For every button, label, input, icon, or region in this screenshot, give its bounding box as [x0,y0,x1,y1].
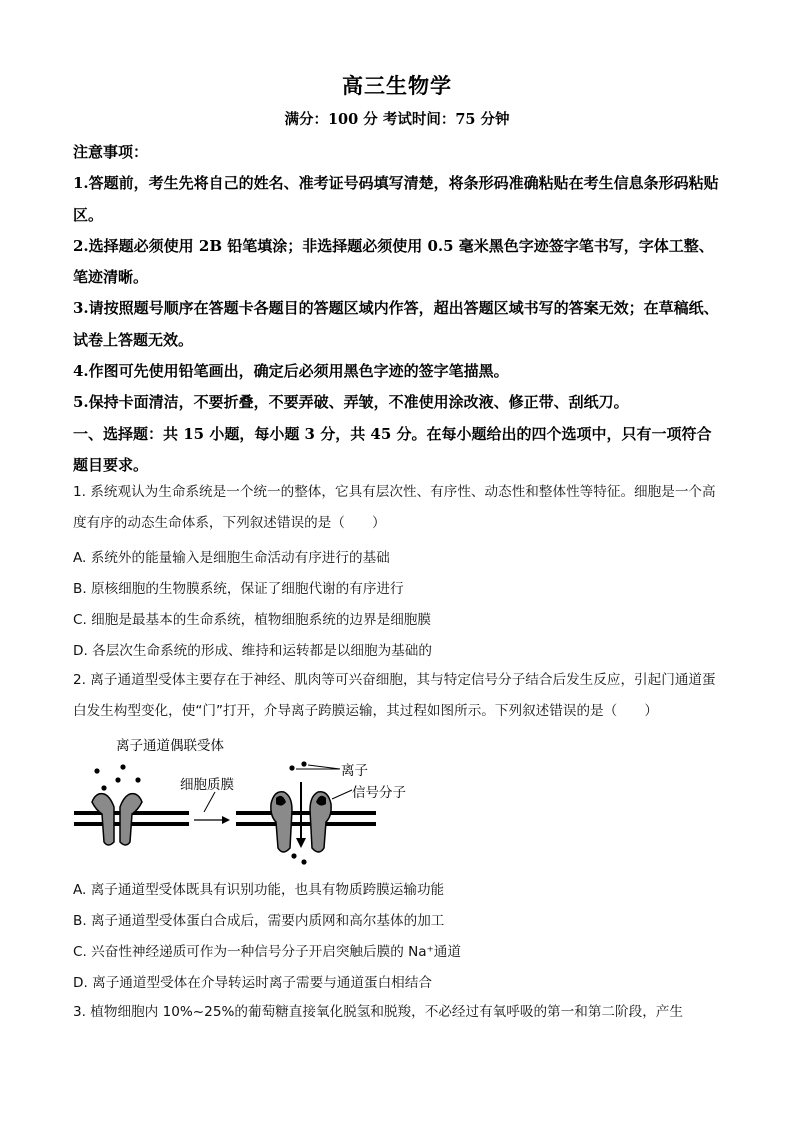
notice-item: 5.保持卡面清洁，不要折叠，不要弄破、弄皱，不准使用涂改液、修正带、刮纸刀。 [73,393,629,412]
membrane-label: 细胞质膜 [180,777,234,793]
question-2-stem: 2. 离子通道型受体主要存在于神经、肌肉等可兴奋细胞，其与特定信号分子结合后发生反应，引起门通道蛋白发生构型变化，使“门”打开，介导离子跨膜运输，其过程如图所示。下列叙述错误的是（ ） [73,672,716,719]
notice-heading: 注意事项： [73,143,149,161]
process-arrow-icon [194,792,230,824]
exam-info: 满分：100 分 考试时间：75 分钟 [284,111,510,128]
section-heading: 一、选择题：共 15 小题，每小题 3 分，共 45 分。在每小题给出的四个选项中，只有一项符合题目要求。 [73,424,712,474]
question-3-stem: 3. 植物细胞内 10%~25%的葡萄糖直接氧化脱氢和脱羧，不必经过有氧呼吸的第一和第二阶段，产生 [73,1004,683,1020]
notice-block [73,137,723,481]
question-1-option-c: C. 细胞是最基本的生命系统，植物细胞系统的边界是细胞膜 [73,612,431,628]
question-1-option-d: D. 各层次生命系统的形成、维持和运转都是以细胞为基础的 [73,643,432,659]
figure-title: 离子通道偶联受体 [116,738,224,754]
ion-channel-figure [70,752,390,868]
notice-item: 1.答题前，考生先将自己的姓名、准考证号码填写清楚，将条形码准确粘贴在考生信息条形码粘贴区。 [73,174,719,224]
page-title: 高三生物学 [342,73,452,98]
signal-molecule-label: 信号分子 [352,785,406,801]
question-2-option-b: B. 离子通道型受体蛋白合成后，需要内质网和高尔基体的加工 [73,913,445,929]
right-membrane [236,811,376,826]
ions-outside [94,764,140,790]
notice-item: 3.请按照题号顺序在答题卡各题目的答题区域内作答，超出答题区域书写的答案无效；在草稿纸、试卷上答题无效。 [73,299,719,349]
question-1-option-a: A. 系统外的能量输入是细胞生命活动有序进行的基础 [73,550,390,566]
question-2-option-a: A. 离子通道型受体既具有识别功能，也具有物质跨膜运输功能 [73,882,445,898]
question-2-option-d: D. 离子通道型受体在介导转运时离子需要与通道蛋白相结合 [73,975,432,991]
question-1-option-b: B. 原核细胞的生物膜系统，保证了细胞代谢的有序进行 [73,581,404,597]
question-1-stem: 1. 系统观认为生命系统是一个统一的整体，它具有层次性、有序性、动态性和整体性等特征。细胞是一个高度有序的动态生命体系，下列叙述错误的是（ ） [73,484,716,531]
notice-item: 2.选择题必须使用 2B 铅笔填涂；非选择题必须使用 0.5 毫米黑色字迹签字笔书写，字体工整、笔迹清晰。 [73,236,714,287]
notice-item: 4.作图可先使用铅笔画出，确定后必须用黑色字迹的签字笔描黑。 [73,362,509,381]
question-2-option-c: C. 兴奋性神经递质可作为一种信号分子开启突触后膜的 Na⁺通道 [73,944,461,960]
ion-label: 离子 [341,763,368,779]
